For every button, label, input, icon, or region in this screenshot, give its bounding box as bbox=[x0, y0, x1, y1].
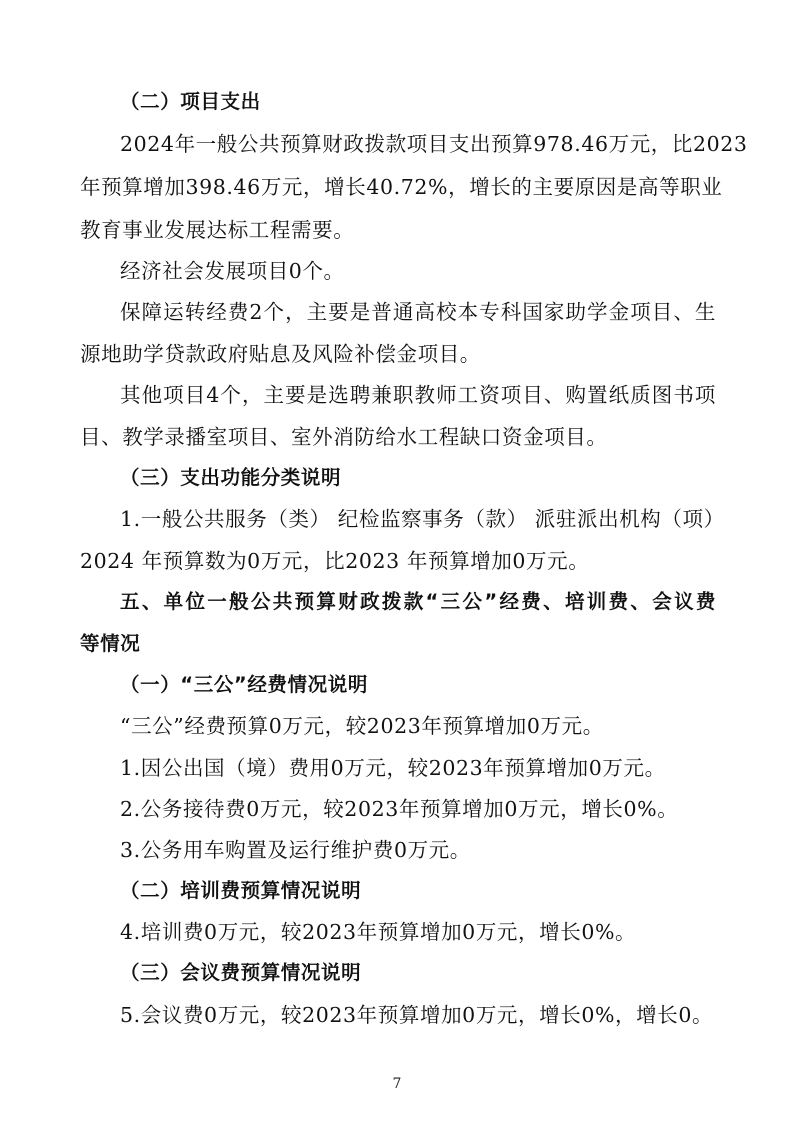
section-heading-project-expenditure: （二）项目支出 bbox=[120, 90, 261, 113]
chapter-heading-three-public-expenses: 五、单位一般公共预算财政拨款“三公”经费、培训费、会议费 bbox=[120, 590, 716, 613]
paragraph-line: 5.会议费0万元，较2023年预算增加0万元，增长0%，增长0。 bbox=[120, 1003, 714, 1027]
section-heading-meeting: （三）会议费预算情况说明 bbox=[120, 961, 362, 984]
paragraph-line: 4.培训费0万元，较2023年预算增加0万元，增长0%。 bbox=[120, 920, 637, 944]
page-number: 7 bbox=[392, 1076, 402, 1092]
paragraph-line: “三公”经费预算0万元，较2023年预算增加0万元。 bbox=[120, 714, 604, 738]
paragraph-line: 源地助学贷款政府贴息及风险补偿金项目。 bbox=[80, 342, 481, 366]
section-heading-training: （二）培训费预算情况说明 bbox=[120, 879, 362, 902]
section-heading-functional-classification: （三）支出功能分类说明 bbox=[120, 466, 342, 489]
paragraph-line: 1.一般公共服务（类） 纪检监察事务（款） 派驻派出机构（项） bbox=[120, 507, 725, 531]
paragraph-line: 保障运转经费2个，主要是普通高校本专科国家助学金项目、生 bbox=[120, 300, 716, 324]
section-heading-three-public: （一）“三公”经费情况说明 bbox=[120, 673, 368, 696]
paragraph-line: 其他项目4个，主要是选聘兼职教师工资项目、购置纸质图书项 bbox=[120, 383, 716, 407]
paragraph-line: 2.公务接待费0万元，较2023年预算增加0万元，增长0%。 bbox=[120, 797, 679, 821]
paragraph-line: 2024年一般公共预算财政拨款项目支出预算978.46万元，比2023 bbox=[120, 132, 748, 156]
paragraph-line: 3.公务用车购置及运行维护费0万元。 bbox=[120, 838, 471, 862]
paragraph-line: 目、教学录播室项目、室外消防给水工程缺口资金项目。 bbox=[80, 425, 608, 449]
paragraph-line: 教育事业发展达标工程需要。 bbox=[80, 218, 355, 242]
paragraph-line: 2024 年预算数为0万元，比2023 年预算增加0万元。 bbox=[80, 549, 590, 573]
paragraph-line: 1.因公出国（境）费用0万元，较2023年预算增加0万元。 bbox=[120, 756, 666, 780]
paragraph-line: 经济社会发展项目0个。 bbox=[120, 259, 345, 283]
paragraph-line: 年预算增加398.46万元，增长40.72%，增长的主要原因是高等职业 bbox=[80, 175, 723, 199]
chapter-heading-line: 等情况 bbox=[80, 632, 141, 655]
